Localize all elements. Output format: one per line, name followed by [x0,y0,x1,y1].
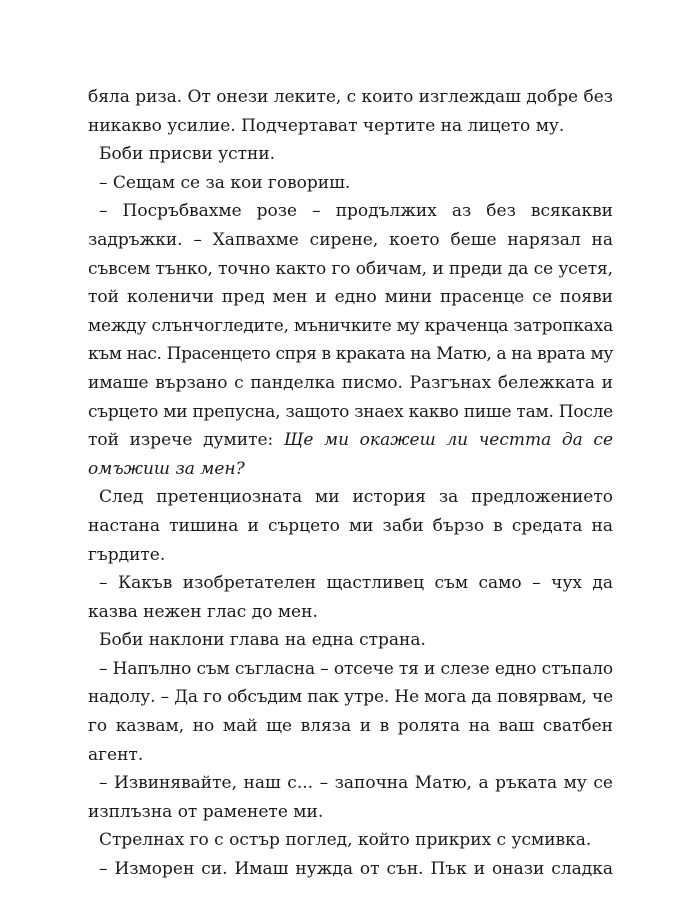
text-line [88,769,613,798]
text-span: никакво усилие. Подчертават чертите на лицето му. [88,115,565,136]
text-span: Боби наклони глава на една страна. [99,630,426,651]
text-span: казва нежен глас до мен. [88,601,318,622]
text-line [88,140,613,169]
text-span: Стрелнах го с остър поглед, който прикрих с усмивка. [99,830,592,851]
text-span: надолу. – Да го обсъдим пак утре. Не мога да повярвам, че [88,687,613,708]
text-line [88,255,613,284]
text-line [88,483,613,512]
text-span: – Изморен си. Имаш нужда от сън. Пък и онази сладка [99,859,613,880]
text-span: съвсем тънко, точно както го обичам, и преди да се усетя, [88,258,613,279]
text-line [88,598,613,627]
text-line [88,626,613,655]
text-span: След претенциозната ми история за предложението [99,487,613,508]
text-span: той коленичи пред мен и едно мини прасенце се появи [88,287,613,308]
text-span: изплъзна от раменете ми. [88,801,324,822]
italic-text: Ще ми окажеш ли честта да се [283,430,613,451]
text-span: настана тишина и сърцето ми заби бързо в средата на [88,515,613,536]
text-line [88,197,613,226]
text-line [88,655,613,684]
text-span: агент. [88,744,144,765]
text-span: той изрече думите: [88,430,284,451]
text-span: Боби присви устни. [99,144,276,165]
text-line [88,541,613,570]
text-line [88,169,613,198]
text-span: – Напълно съм съгласна – отсече тя и слезе едно стъпало [99,658,613,679]
text-span: между слънчогледите, мъничките му краченца затропкаха [88,315,613,336]
text-span: бяла риза. От онези леките, с които изглеждаш добре без [88,87,613,107]
text-line [88,283,613,312]
text-line [88,369,613,398]
text-line [88,340,613,369]
text-line [88,712,613,741]
text-line [88,83,613,112]
text-line [88,741,613,770]
text-span: сърцето ми препусна, защото знаех какво пише там. После [88,401,613,422]
text-line [88,398,613,427]
text-line [88,312,613,341]
text-span: – Извинявайте, наш с... – започна Матю, а ръката му се [99,773,613,794]
text-span: задръжки. – Хапвахме сирене, което беше нарязал на [88,229,613,250]
text-span: го казвам, но май ще вляза и в ролята на ваш сватбен [88,716,613,737]
text-span: гърдите. [88,544,166,565]
text-line [88,226,613,255]
text-line [88,426,613,455]
text-span: към нас. Прасенцето спря в краката на Матю, а на врата му [88,344,613,365]
book-page-text [88,83,613,884]
text-line [88,569,613,598]
text-line [88,512,613,541]
text-line [88,855,613,884]
text-line [88,826,613,855]
text-span: имаше вързано с панделка писмо. Разгънах бележката и [88,372,613,393]
italic-text: омъжиш за мен? [88,458,245,479]
text-span: – Сещам се за кои говориш. [99,172,351,193]
text-line [88,683,613,712]
text-line [88,112,613,141]
text-line [88,455,613,484]
text-span: – Посръбвахме розе – продължих аз без всякакви [99,201,613,222]
text-span: – Какъв изобретателен щастливец съм само – чух да [99,573,613,594]
text-line [88,798,613,827]
